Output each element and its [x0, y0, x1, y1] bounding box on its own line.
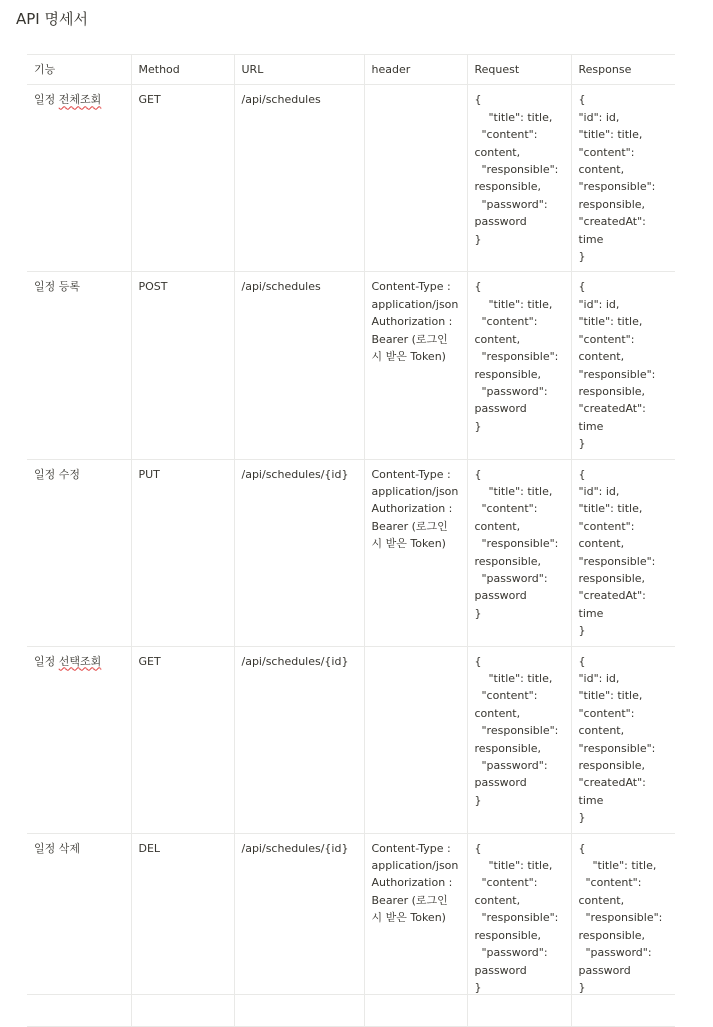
column-divider	[234, 995, 235, 1007]
column-divider	[467, 995, 468, 1007]
table-row	[27, 85, 675, 272]
cell-request[interactable]: { "title": title, "content": content, "responsible": responsible, "password": password }	[467, 646, 571, 833]
cell-feature[interactable]	[27, 459, 131, 646]
cell-method[interactable]: POST	[131, 272, 234, 459]
cell-feature[interactable]	[27, 646, 131, 833]
feature-text-misspelled: 선택조회	[58, 654, 102, 668]
cell-method[interactable]: GET	[131, 646, 234, 833]
column-divider	[364, 995, 365, 1007]
cell-response[interactable]: { "title": title, "content": content, "responsible": responsible, "password": password }	[571, 833, 675, 1026]
column-divider	[131, 995, 132, 1007]
table-next-row-stub	[27, 994, 675, 1007]
table-row	[27, 272, 675, 459]
cell-url[interactable]: /api/schedules	[234, 85, 364, 272]
header-cell-request[interactable]: Request	[467, 55, 571, 85]
cell-response[interactable]: { "id": id, "title": title, "content": content, "responsible": responsible, "createdAt": time }	[571, 459, 675, 646]
table-header-row	[27, 55, 675, 85]
cell-header[interactable]: Content-Type : application/json Authorization : Bearer (로그인 시 받은 Token)	[364, 272, 467, 459]
feature-text: 일정 등록	[34, 280, 81, 294]
feature-text: 일정	[34, 654, 59, 668]
feature-text-misspelled: 전체조회	[58, 93, 102, 107]
column-divider	[571, 995, 572, 1007]
cell-header[interactable]: Content-Type : application/json Authorization : Bearer (로그인 시 받은 Token)	[364, 833, 467, 1026]
header-cell-response[interactable]: Response	[571, 55, 675, 85]
cell-request[interactable]: { "title": title, "content": content, "responsible": responsible, "password": password }	[467, 833, 571, 1026]
cell-method[interactable]: PUT	[131, 459, 234, 646]
header-cell-feature[interactable]: 기능	[27, 55, 131, 85]
api-spec-table	[27, 54, 675, 1027]
cell-url[interactable]: /api/schedules/{id}	[234, 833, 364, 1026]
cell-header[interactable]	[364, 646, 467, 833]
cell-feature[interactable]	[27, 85, 131, 272]
feature-text: 일정 수정	[34, 467, 81, 481]
header-cell-method[interactable]: Method	[131, 55, 234, 85]
feature-text: 일정 삭제	[34, 841, 81, 855]
cell-feature[interactable]	[27, 272, 131, 459]
header-cell-header[interactable]: header	[364, 55, 467, 85]
cell-request[interactable]: { "title": title, "content": content, "responsible": responsible, "password": password }	[467, 459, 571, 646]
feature-text: 일정	[34, 93, 59, 107]
cell-method[interactable]: DEL	[131, 833, 234, 1026]
cell-url[interactable]: /api/schedules/{id}	[234, 646, 364, 833]
table-row	[27, 459, 675, 646]
cell-response[interactable]: { "id": id, "title": title, "content": content, "responsible": responsible, "createdAt": time }	[571, 646, 675, 833]
cell-method[interactable]: GET	[131, 85, 234, 272]
header-cell-url[interactable]: URL	[234, 55, 364, 85]
cell-url[interactable]: /api/schedules/{id}	[234, 459, 364, 646]
cell-request[interactable]: { "title": title, "content": content, "responsible": responsible, "password": password }	[467, 272, 571, 459]
page-title: API 명세서	[16, 10, 88, 28]
cell-response[interactable]: { "id": id, "title": title, "content": content, "responsible": responsible, "createdAt": time }	[571, 85, 675, 272]
table-row	[27, 646, 675, 833]
cell-header[interactable]: Content-Type : application/json Authorization : Bearer (로그인 시 받은 Token)	[364, 459, 467, 646]
cell-header[interactable]	[364, 85, 467, 272]
cell-response[interactable]: { "id": id, "title": title, "content": content, "responsible": responsible, "createdAt": time }	[571, 272, 675, 459]
cell-request[interactable]: { "title": title, "content": content, "responsible": responsible, "password": password }	[467, 85, 571, 272]
cell-url[interactable]: /api/schedules	[234, 272, 364, 459]
